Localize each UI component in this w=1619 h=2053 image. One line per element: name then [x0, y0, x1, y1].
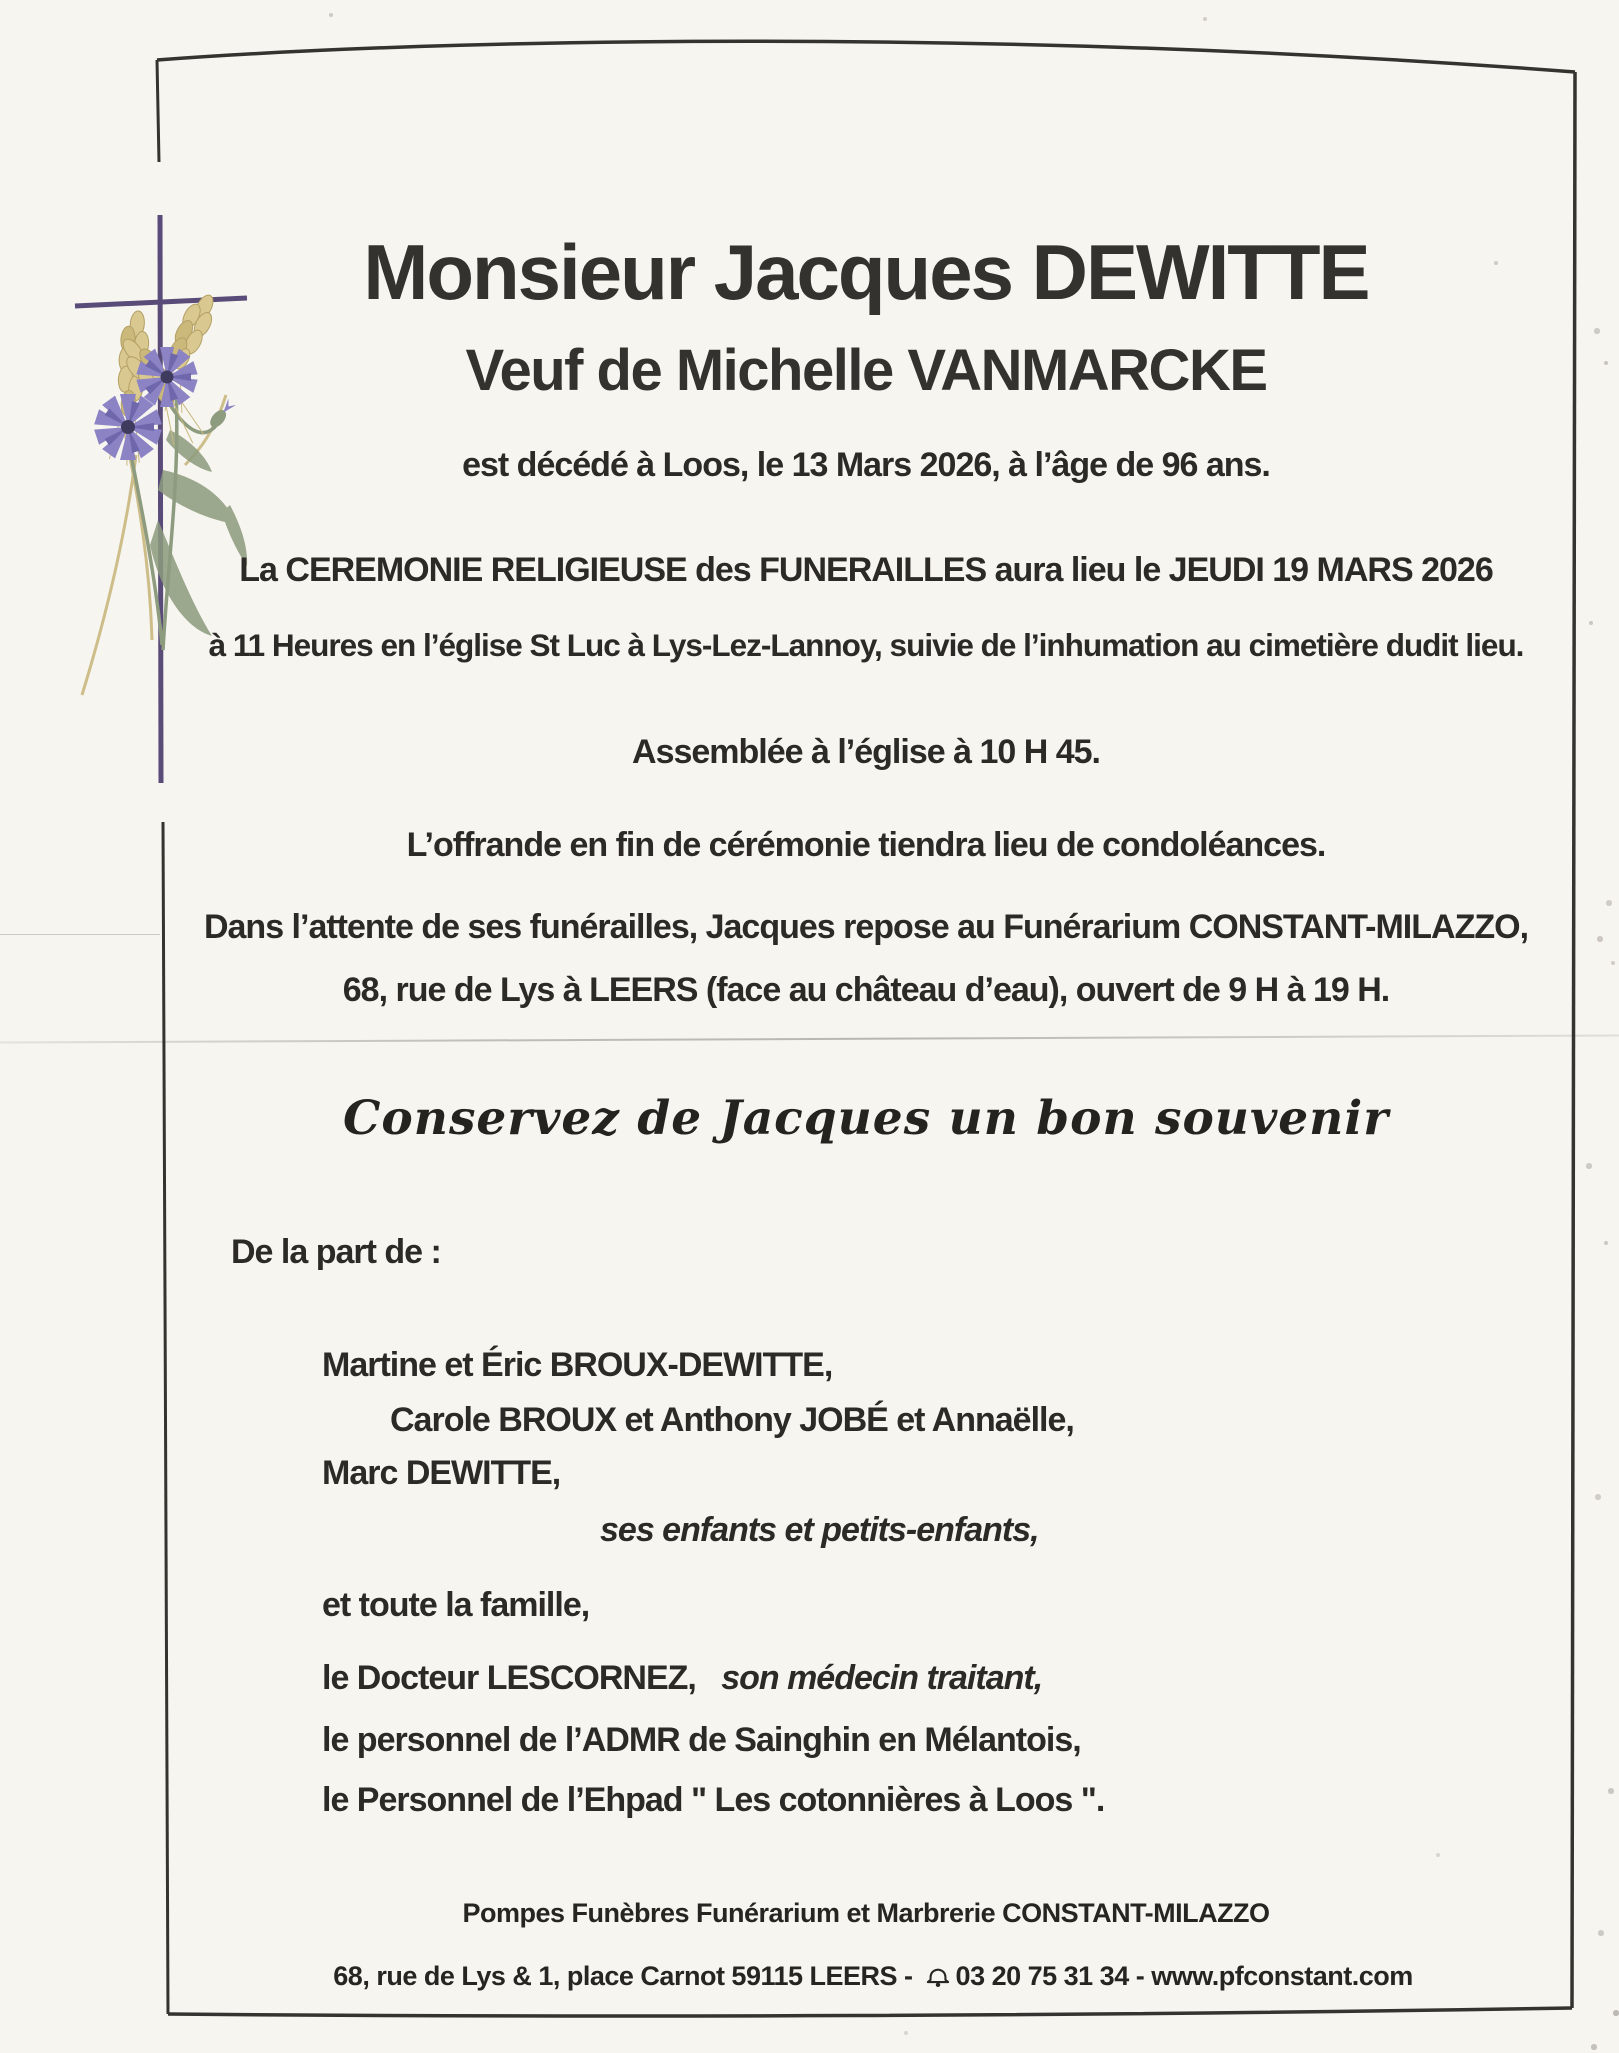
funeral-home-website: www.pfconstant.com: [1151, 1961, 1413, 1991]
family-member-row: [322, 1456, 560, 1490]
member-italic-text: son médecin traitant,: [721, 1659, 1043, 1697]
death-notice-line: est décédé à Loos, le 13 Mars 2026, à l’âge de 96 ans.: [462, 446, 1270, 484]
member-text: Marc DEWITTE,: [322, 1454, 561, 1492]
repose-line-1: Dans l’attente de ses funérailles, Jacques repose au Funérarium CONSTANT-MILAZZO,: [203, 908, 1529, 946]
member-text: Carole BROUX et Anthony JOBÉ et Annaëlle,: [390, 1401, 1074, 1439]
member-italic-text: ses enfants et petits-enfants,: [600, 1511, 1039, 1549]
family-member-row: [322, 1348, 832, 1382]
family-member-row: [390, 1403, 1074, 1437]
member-text: et toute la famille,: [322, 1586, 590, 1624]
funeral-home-phone: 03 20 75 31 34: [955, 1961, 1129, 1991]
bell-icon: [926, 1965, 950, 1989]
member-text: Martine et Éric BROUX-DEWITTE,: [322, 1346, 833, 1384]
family-member-row: [322, 1723, 1081, 1757]
family-member-row: [322, 1783, 1104, 1817]
member-text: le Docteur LESCORNEZ,: [322, 1659, 722, 1697]
repose-line-2: 68, rue de Lys à LEERS (face au château d’eau), ouvert de 9 H à 19 H.: [342, 971, 1390, 1009]
ceremony-details-line: à 11 Heures en l’église St Luc à Lys-Lez-Lannoy, suivie de l’inhumation au cimetière dudit lieu.: [208, 627, 1524, 663]
offering-line: L’offrande en fin de cérémonie tiendra lieu de condoléances.: [406, 826, 1326, 864]
widower-subtitle: Veuf de Michelle VANMARCKE: [465, 338, 1267, 403]
funeral-home-name: Pompes Funèbres Funérarium et Marbrerie CONSTANT-MILAZZO: [462, 1898, 1270, 1928]
deceased-name-title: Monsieur Jacques DEWITTE: [363, 228, 1369, 316]
family-member-row: [322, 1588, 589, 1622]
family-intro: De la part de :: [231, 1233, 441, 1271]
family-member-row: [322, 1661, 1042, 1695]
assembly-line: Assemblée à l’église à 10 H 45.: [632, 733, 1100, 771]
family-member-row: [600, 1513, 1039, 1547]
funeral-home-contact-line: [157, 1936, 1575, 1990]
contact-separator: -: [1128, 1961, 1152, 1991]
memorial-motto-script: Conservez de Jacques un bon souvenir: [343, 1091, 1389, 1146]
funeral-home-address: 68, rue de Lys & 1, place Carnot 59115 LEERS -: [333, 1961, 920, 1991]
ceremony-line: La CEREMONIE RELIGIEUSE des FUNERAILLES aura lieu le JEUDI 19 MARS 2026: [239, 551, 1493, 589]
member-text: le Personnel de l’Ehpad " Les cotonnières à Loos ".: [322, 1781, 1105, 1819]
member-text: le personnel de l’ADMR de Sainghin en Mélantois,: [322, 1721, 1081, 1759]
